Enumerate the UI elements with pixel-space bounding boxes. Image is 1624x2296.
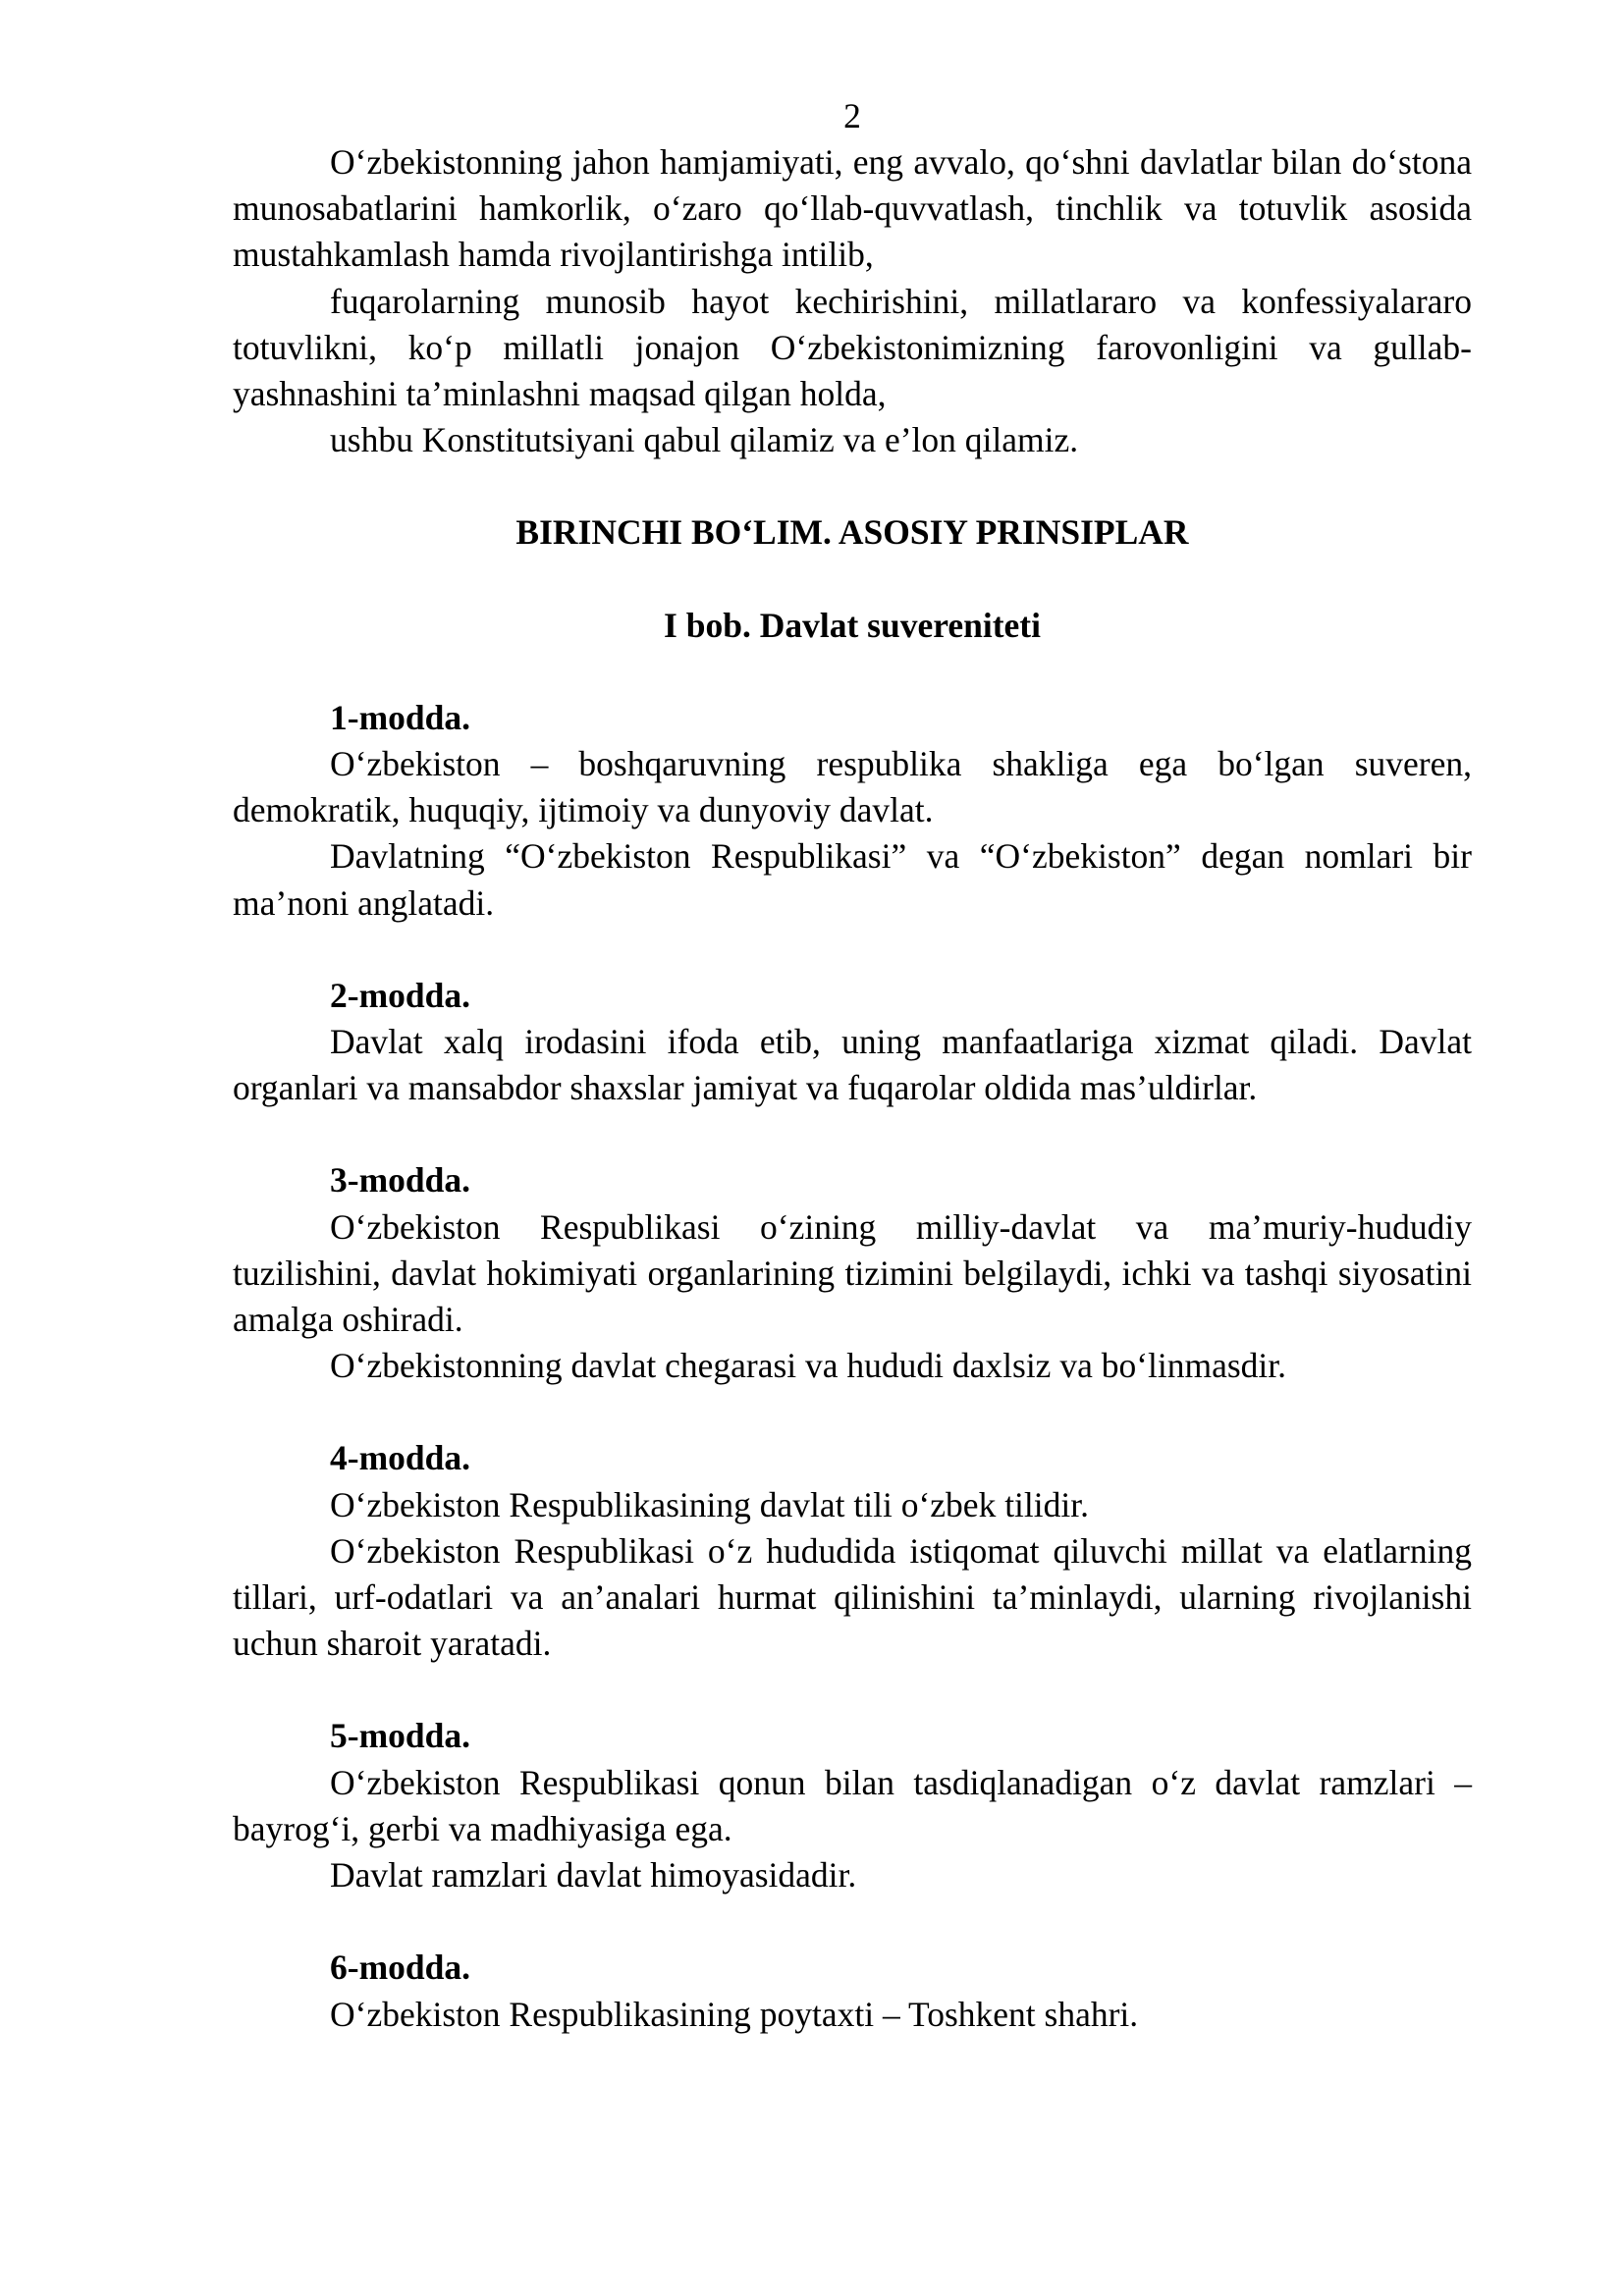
preamble-paragraph: fuqarolarning munosib hayot kechirishini, millatlararo va konfessiyalararo totuvlikni, ko‘p millatli jonajon O‘zbekistonimizning farovonligini va gullab-yashnashini ta’minlashni maqsad qilgan holda, [233, 281, 1472, 414]
article-6 [233, 1945, 1472, 2037]
article-paragraph: Davlat xalq irodasini ifoda etib, uning manfaatlariga xizmat qiladi. Davlat organlari va mansabdor shaxslar jamiyat va fuqarolar oldida mas’uldirlar. [233, 1022, 1472, 1108]
article-title: 6-modda. [330, 1948, 471, 1988]
article-paragraph: O‘zbekiston Respublikasining davlat tili o‘zbek tilidir. [330, 1484, 1089, 1524]
article-4 [233, 1435, 1472, 1667]
article-paragraph: O‘zbekistonning davlat chegarasi va hududi daxlsiz va bo‘linmasdir. [330, 1346, 1287, 1386]
article-3 [233, 1157, 1472, 1389]
article-title: 4-modda. [330, 1438, 471, 1478]
preamble-paragraph: ushbu Konstitutsiyani qabul qilamiz va e’lon qilamiz. [330, 420, 1079, 460]
article-2 [233, 973, 1472, 1112]
article-title: 3-modda. [330, 1160, 471, 1201]
section-title: BIRINCHI BO‘LIM. ASOSIY PRINSIPLAR [515, 512, 1189, 553]
chapter-title: I bob. Davlat suvereniteti [664, 605, 1041, 645]
article-paragraph: O‘zbekiston Respublikasi qonun bilan tasdiqlanadigan o‘z davlat ramzlari – bayrog‘i, gerbi va madhiyasiga ega. [233, 1762, 1472, 1848]
article-title: 5-modda. [330, 1716, 471, 1756]
article-paragraph: O‘zbekiston – boshqaruvning respublika shakliga ega bo‘lgan suveren, demokratik, huquqiy, ijtimoiy va dunyoviy davlat. [233, 744, 1472, 830]
page-number: 2 [843, 96, 861, 135]
article-paragraph: Davlatning “O‘zbekiston Respublikasi” va “O‘zbekiston” degan nomlari bir ma’noni anglatadi. [233, 836, 1472, 923]
article-title: 2-modda. [330, 975, 471, 1015]
preamble [233, 139, 1472, 463]
preamble-paragraph: O‘zbekistonning jahon hamjamiyati, eng avvalo, qo‘shni davlatlar bilan do‘stona munosabatlarini hamkorlik, o‘zaro qo‘llab-quvvatlash, tinchlik va totuvlik asosida mustahkamlash hamda rivojlantirishga intilib, [233, 142, 1472, 275]
article-title: 1-modda. [330, 697, 471, 737]
document-page [233, 93, 1472, 2038]
article-5 [233, 1713, 1472, 1898]
article-paragraph: O‘zbekiston Respublikasi o‘zining milliy-davlat va ma’muriy-hududiy tuzilishini, davlat hokimiyati organlarining tizimini belgilaydi, ichki va tashqi siyosatini amalga oshiradi. [233, 1206, 1472, 1340]
article-paragraph: O‘zbekiston Respublikasi o‘z hududida istiqomat qiluvchi millat va elatlarning tillari, urf-odatlari va an’analari hurmat qilinishini ta’minlaydi, ularning rivojlanishi uchun sharoit yaratadi. [233, 1530, 1472, 1664]
article-paragraph: O‘zbekiston Respublikasining poytaxti – Toshkent shahri. [330, 1994, 1139, 2034]
article-1 [233, 695, 1472, 927]
article-paragraph: Davlat ramzlari davlat himoyasidadir. [330, 1855, 857, 1896]
